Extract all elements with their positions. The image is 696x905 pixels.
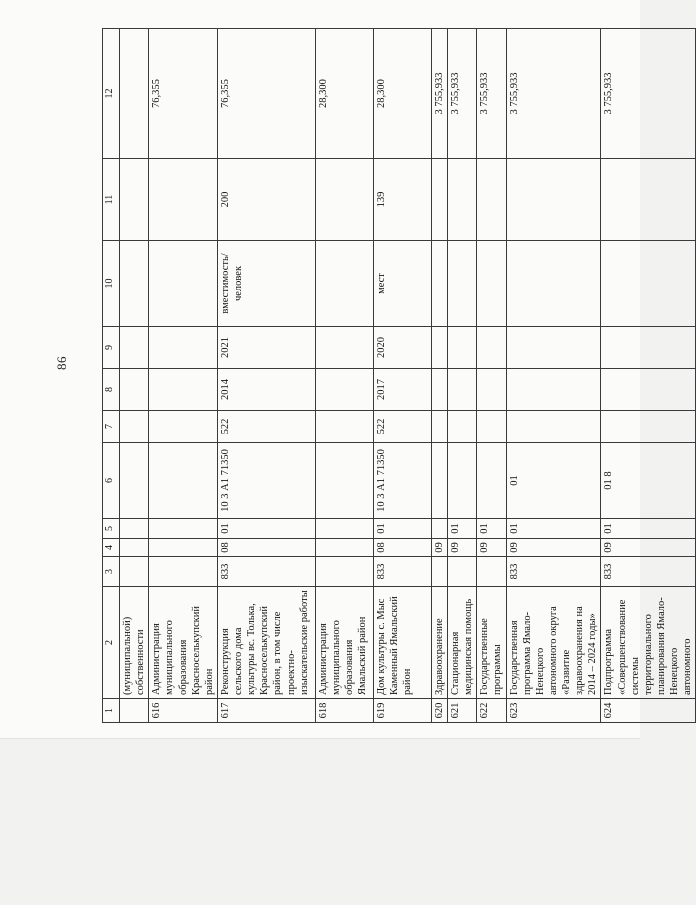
table-cell: 10 3 А1 71350 (217, 443, 315, 519)
table-cell (506, 369, 601, 411)
table-cell (120, 519, 149, 539)
table-cell: 01 (448, 519, 477, 539)
table-row (601, 29, 696, 723)
table-cell (448, 443, 477, 519)
table-cell (315, 369, 373, 411)
row-number: 621 (448, 699, 477, 723)
table-cell: 2020 (373, 327, 431, 369)
table-cell: 01 (601, 519, 696, 539)
table-cell (149, 411, 218, 443)
table-cell (149, 159, 218, 241)
row-number: 624 (601, 699, 696, 723)
table-cell (120, 443, 149, 519)
table-cell: 200 (217, 159, 315, 241)
row-name: Дом культуры с. Мыс Каменный Ямальский район (373, 587, 431, 699)
row-number: 618 (315, 699, 373, 723)
page-number: 86 (54, 356, 69, 370)
table-cell (477, 557, 506, 587)
table-row (120, 29, 149, 723)
row-name: Подпрограмма «Совершенствование системы территориального планирования Ямало-Ненецкого автономного (601, 587, 696, 699)
table-cell (506, 241, 601, 327)
column-header: 7 (103, 411, 120, 443)
table-cell (431, 159, 447, 241)
table-cell: 01 (217, 519, 315, 539)
table-cell (149, 557, 218, 587)
row-number: 619 (373, 699, 431, 723)
table-cell: 01 (373, 519, 431, 539)
table-cell: 3 755,933 (506, 29, 601, 159)
table-cell (601, 159, 696, 241)
table-cell: 2017 (373, 369, 431, 411)
table-cell (431, 443, 447, 519)
table-cell: 09 (477, 539, 506, 557)
column-header: 8 (103, 369, 120, 411)
table-cell (601, 241, 696, 327)
table-cell (448, 557, 477, 587)
table-cell: 76,355 (149, 29, 218, 159)
row-name: Государственная программа Ямало-Ненецкого автономного округа «Развитие здравоохранения на 2014 – 2024 годы» (506, 587, 601, 699)
table-cell: мест (373, 241, 431, 327)
row-number (120, 699, 149, 723)
budget-table-rotated (102, 29, 694, 723)
budget-table (102, 28, 696, 723)
row-name: Администрация муниципального образования Ямальский район (315, 587, 373, 699)
table-cell: 522 (373, 411, 431, 443)
table-row (373, 29, 431, 723)
table-cell (149, 519, 218, 539)
row-number: 623 (506, 699, 601, 723)
table-cell: 2014 (217, 369, 315, 411)
table-cell (477, 241, 506, 327)
table-cell (477, 411, 506, 443)
column-header: 3 (103, 557, 120, 587)
row-name: Администрация муниципального образования Красноселькупский район (149, 587, 218, 699)
table-cell: 3 755,933 (477, 29, 506, 159)
table-cell (601, 327, 696, 369)
table-cell (120, 557, 149, 587)
table-cell (431, 411, 447, 443)
column-header: 12 (103, 29, 120, 159)
table-row (315, 29, 373, 723)
row-number: 616 (149, 699, 218, 723)
table-cell (477, 443, 506, 519)
table-row (431, 29, 447, 723)
table-cell (315, 539, 373, 557)
table-cell (448, 327, 477, 369)
table-cell (448, 241, 477, 327)
table-cell: вместимость/ человек (217, 241, 315, 327)
column-header: 4 (103, 539, 120, 557)
table-row (477, 29, 506, 723)
table-cell (120, 539, 149, 557)
table-cell (149, 369, 218, 411)
table-cell: 09 (448, 539, 477, 557)
table-cell (120, 411, 149, 443)
table-cell (120, 241, 149, 327)
table-row (217, 29, 315, 723)
table-cell: 09 (601, 539, 696, 557)
table-cell (431, 327, 447, 369)
table-cell (448, 369, 477, 411)
table-cell (315, 159, 373, 241)
row-name: (муниципальной) собственности (120, 587, 149, 699)
row-number: 622 (477, 699, 506, 723)
row-name: Реконструкция сельского дома культуры вс. Толька, Красноселькупский район, в том числе проектно-изыскательские работы (217, 587, 315, 699)
table-cell (315, 327, 373, 369)
table-cell: 833 (217, 557, 315, 587)
table-cell: 10 3 А1 71350 (373, 443, 431, 519)
column-header: 2 (103, 587, 120, 699)
table-cell: 01 (506, 519, 601, 539)
table-cell: 3 755,933 (448, 29, 477, 159)
column-header: 10 (103, 241, 120, 327)
table-cell (477, 327, 506, 369)
table-cell: 833 (373, 557, 431, 587)
table-cell: 76,355 (217, 29, 315, 159)
table-cell (315, 411, 373, 443)
table-cell: 3 755,933 (431, 29, 447, 159)
table-cell: 08 (373, 539, 431, 557)
table-cell (431, 241, 447, 327)
table-cell: 3 755,933 (601, 29, 696, 159)
table-cell (431, 557, 447, 587)
table-cell (506, 327, 601, 369)
table-cell (149, 443, 218, 519)
table-cell (601, 369, 696, 411)
table-cell (448, 159, 477, 241)
row-number: 620 (431, 699, 447, 723)
table-cell: 01 (477, 519, 506, 539)
column-header: 1 (103, 699, 120, 723)
table-row (448, 29, 477, 723)
table-cell (315, 443, 373, 519)
table-cell (120, 369, 149, 411)
column-header: 11 (103, 159, 120, 241)
table-cell (120, 29, 149, 159)
table-cell: 833 (601, 557, 696, 587)
table-cell: 28,300 (315, 29, 373, 159)
table-cell (315, 241, 373, 327)
table-cell: 09 (431, 539, 447, 557)
table-cell (149, 539, 218, 557)
table-cell (120, 327, 149, 369)
table-cell (315, 519, 373, 539)
table-cell: 139 (373, 159, 431, 241)
table-row (506, 29, 601, 723)
table-cell (431, 519, 447, 539)
table-row (149, 29, 218, 723)
table-cell (477, 369, 506, 411)
table-cell (315, 557, 373, 587)
table-cell: 01 8 (601, 443, 696, 519)
row-name: Здравоохранение (431, 587, 447, 699)
table-cell (448, 411, 477, 443)
table-cell (506, 411, 601, 443)
table-cell (431, 369, 447, 411)
row-name: Стационарная медицинская помощь (448, 587, 477, 699)
table-cell (149, 327, 218, 369)
column-header: 9 (103, 327, 120, 369)
table-cell: 01 (506, 443, 601, 519)
table-cell: 28,300 (373, 29, 431, 159)
column-header: 5 (103, 519, 120, 539)
table-cell: 522 (217, 411, 315, 443)
header-row (103, 29, 120, 723)
row-number: 617 (217, 699, 315, 723)
table-cell: 09 (506, 539, 601, 557)
table-cell (506, 159, 601, 241)
table-cell (601, 411, 696, 443)
table-cell: 08 (217, 539, 315, 557)
table-cell (120, 159, 149, 241)
table-cell: 2021 (217, 327, 315, 369)
row-name: Государственные программы (477, 587, 506, 699)
table-cell (149, 241, 218, 327)
table-cell: 833 (506, 557, 601, 587)
table-cell (477, 159, 506, 241)
column-header: 6 (103, 443, 120, 519)
